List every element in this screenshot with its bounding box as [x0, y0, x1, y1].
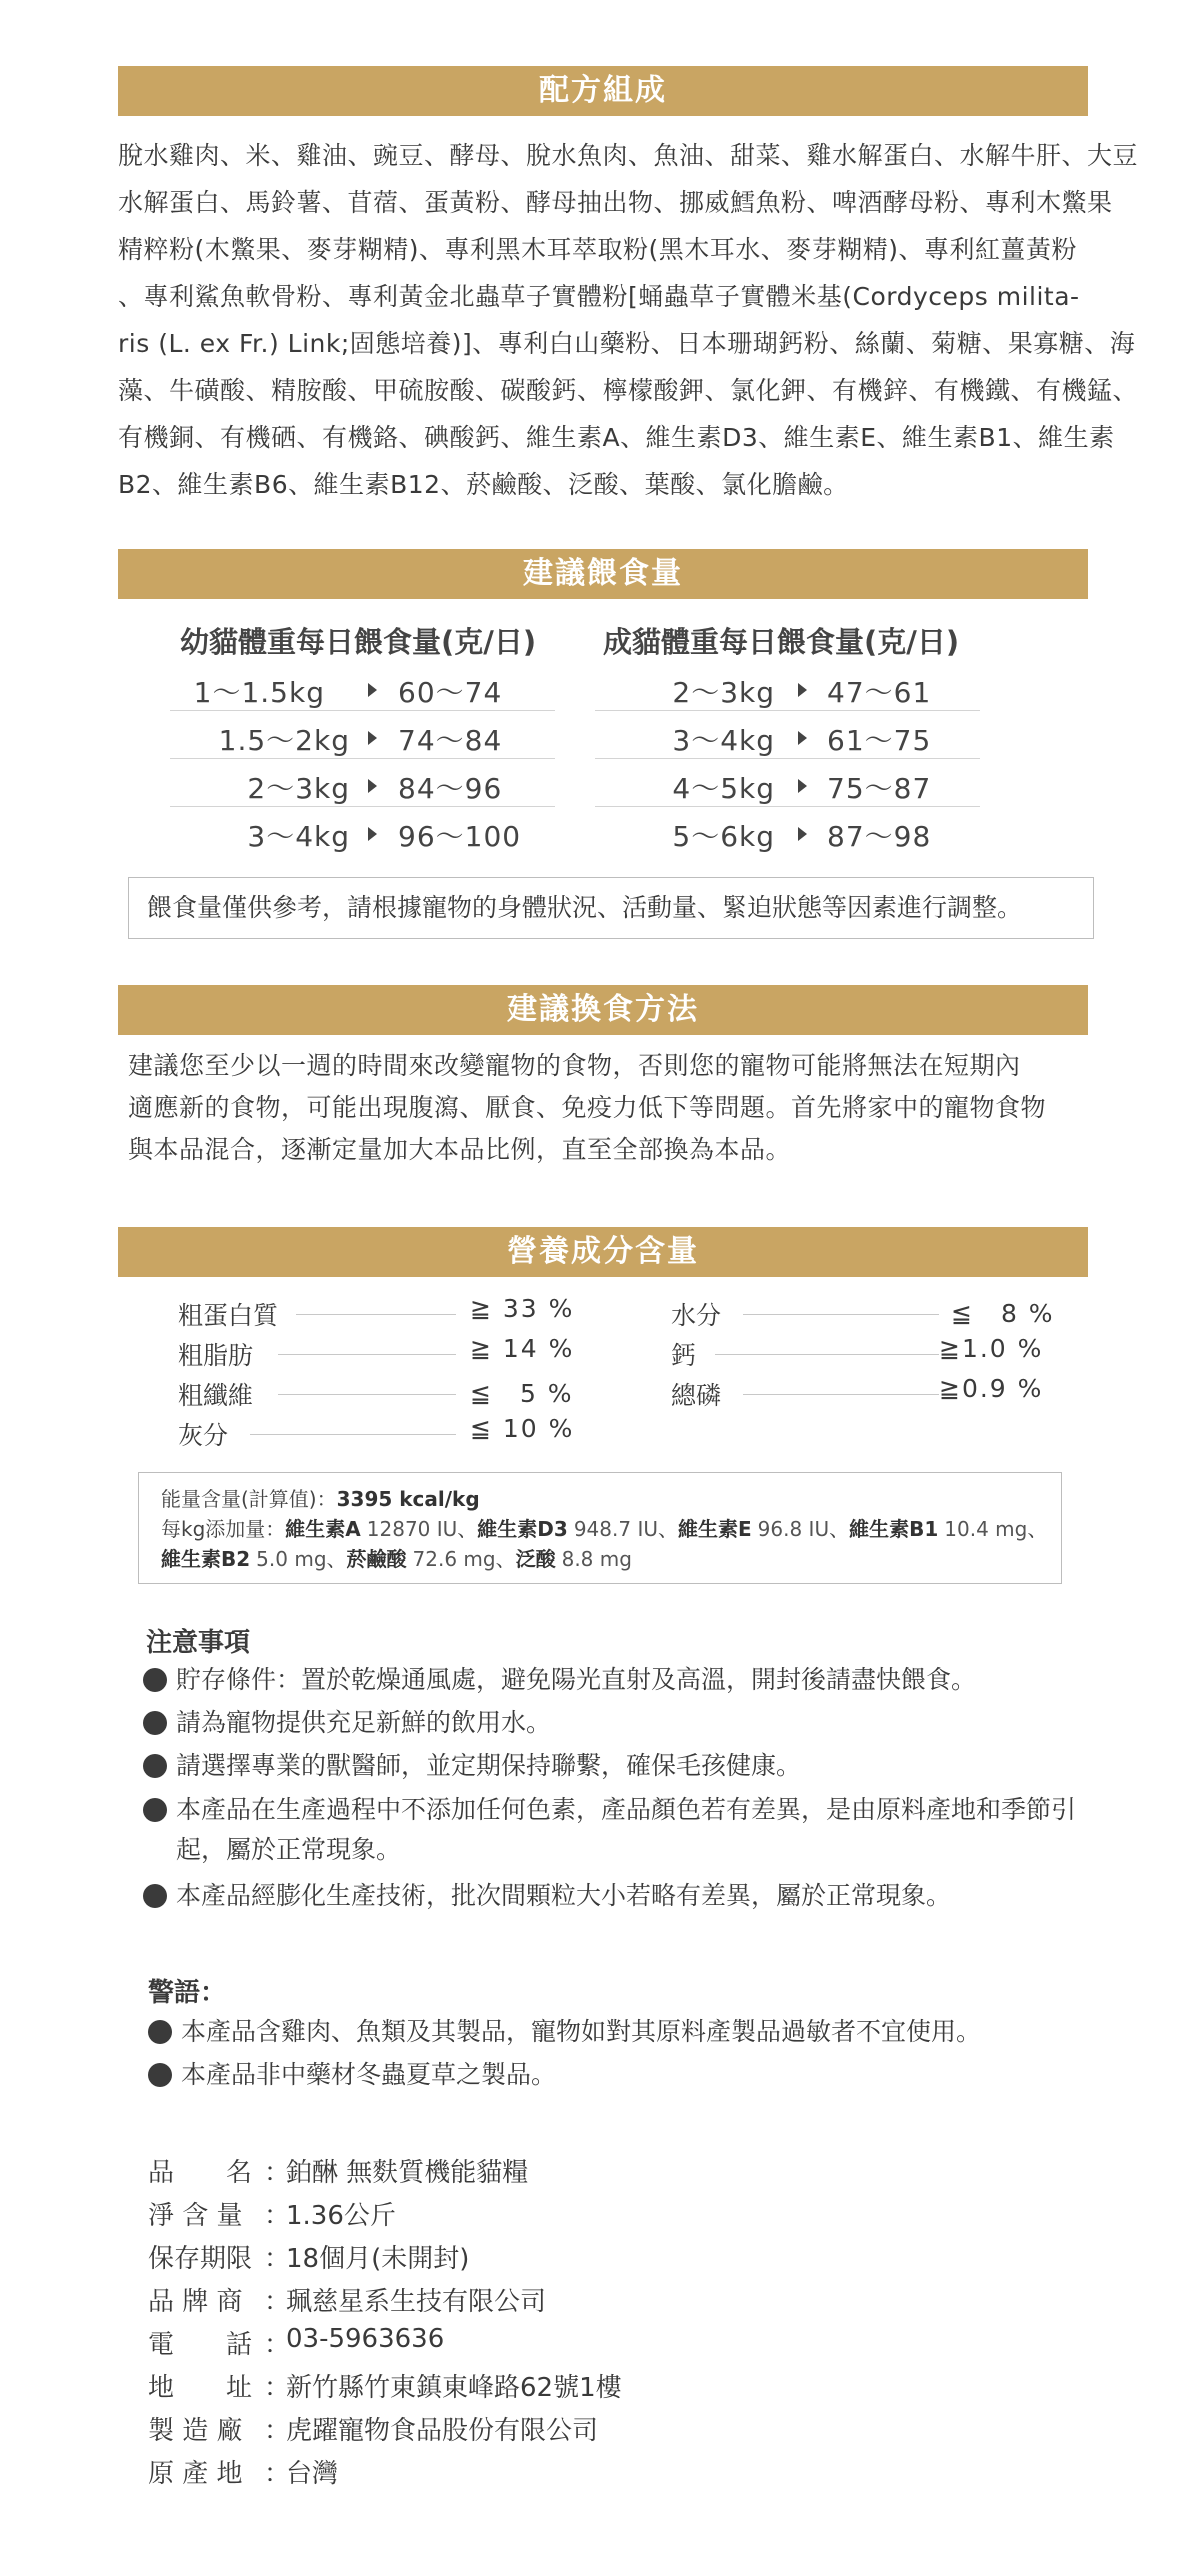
transition-line: 建議您至少以一週的時間來改變寵物的食物，否則您的寵物可能將無法在短期內 [128, 1051, 1021, 1080]
nutrient-label: 水分 [671, 1301, 722, 1330]
nutrient-value: ≦ 10 % [470, 1414, 575, 1443]
info-value: 鉑醂 無麩質機能貓糧 [286, 2158, 529, 2188]
nutrient-value: ≧1.0 % [939, 1334, 1044, 1363]
info-key: 淨 含 量 [148, 2201, 243, 2231]
weight-range: 3～4kg [247, 820, 350, 853]
info-key: 品 牌 商 [148, 2287, 243, 2317]
precautions-title: 注意事項 [146, 1628, 251, 1658]
transition-line: 與本品混合，逐漸定量加大本品比例，直至全部換為本品。 [128, 1135, 792, 1164]
bullet-icon [143, 1711, 167, 1735]
bullet-icon [148, 2063, 172, 2087]
separator: 、 [829, 1517, 850, 1541]
precaution-text: 本產品經膨化生產技術，批次間顆粒大小若略有差異，屬於正常現象。 [176, 1881, 952, 1910]
nutrient-row [671, 1290, 1071, 1330]
adult-feeding-row [595, 759, 980, 807]
nutrient-row [178, 1370, 578, 1410]
weight-range: 1.5～2kg [218, 724, 350, 757]
warning-text: 本產品非中藥材冬蟲夏草之製品。 [181, 2060, 557, 2089]
nutrient-row [671, 1370, 1071, 1410]
additives-line [161, 1513, 1047, 1542]
info-key: 品 名 [148, 2158, 253, 2188]
info-key: 原 產 地 [148, 2459, 243, 2489]
feeding-note: 餵食量僅供參考，請根據寵物的身體狀況、活動量、緊迫狀態等因素進行調整。 [147, 893, 1023, 922]
info-key: 保存期限 [148, 2244, 253, 2274]
info-value: 珮慈星系生技有限公司 [286, 2287, 547, 2317]
additives-line [161, 1543, 632, 1572]
precaution-text: 請選擇專業的獸醫師，並定期保持聯繫，確保毛孩健康。 [176, 1751, 802, 1780]
info-value: 03-5963636 [286, 2324, 445, 2354]
leader-line [743, 1394, 939, 1395]
info-value: 18個月(未開封) [286, 2244, 470, 2274]
vitamin-amount: 5.0 mg [256, 1547, 327, 1571]
adult-feeding-row [595, 807, 980, 854]
weight-range: 4～5kg [672, 772, 775, 805]
vitamin-amount: 96.8 IU [757, 1517, 830, 1541]
composition-line: ris (L. ex Fr.) Link;固態培養)]、專利白山藥粉、日本珊瑚鈣粉、絲蘭、菊糖、果寡糖、海 [118, 329, 1136, 358]
daily-amount: 96～100 [398, 820, 522, 853]
arrow-right-icon [798, 683, 807, 697]
leader-line [296, 1314, 456, 1315]
nutrient-label: 灰分 [178, 1421, 229, 1450]
daily-amount: 47～61 [827, 676, 932, 709]
warning-item [148, 2012, 1108, 2052]
nutrient-row [178, 1290, 578, 1330]
vitamin-name: 維生素B2 [161, 1547, 251, 1571]
composition-title-bar: 配方組成 [118, 66, 1088, 116]
daily-amount: 75～87 [827, 772, 932, 805]
arrow-right-icon [798, 827, 807, 841]
warning-text: 本產品含雞肉、魚類及其製品，寵物如對其原料產製品過敏者不宜使用。 [181, 2017, 982, 2046]
colon: ： [264, 2158, 291, 2188]
vitamin-name: 維生素D3 [477, 1517, 568, 1541]
arrow-right-icon [368, 779, 377, 793]
weight-range: 5～6kg [672, 820, 775, 853]
colon: ： [264, 2373, 291, 2403]
bullet-icon [148, 2020, 172, 2044]
leader-line [250, 1434, 456, 1435]
vitamin-amount: 72.6 mg [412, 1547, 496, 1571]
daily-amount: 60～74 [398, 676, 503, 709]
separator: 、 [1027, 1517, 1048, 1541]
warning-item [148, 2055, 1108, 2095]
separator: 、 [495, 1547, 516, 1571]
per-kg-label: 每kg添加量： [161, 1517, 286, 1541]
arrow-right-icon [798, 731, 807, 745]
precaution-text: 本產品在生產過程中不添加任何色素，產品顏色若有差異，是由原料產地和季節引起，屬於正常現象。 [176, 1795, 1077, 1864]
weight-range: 2～3kg [672, 676, 775, 709]
warnings-title: 警語： [148, 1978, 227, 2008]
nutrient-value: ≧ 14 % [470, 1334, 575, 1363]
nutrition-title-bar: 營養成分含量 [118, 1227, 1088, 1277]
colon: ： [264, 2201, 291, 2231]
separator: 、 [457, 1517, 478, 1541]
info-key: 電 話 [148, 2330, 253, 2360]
colon: ： [264, 2244, 291, 2274]
nutrient-label: 粗脂肪 [178, 1341, 254, 1370]
transition-line: 適應新的食物，可能出現腹瀉、厭食、免疫力低下等問題。首先將家中的寵物食物 [128, 1093, 1047, 1122]
nutrient-label: 鈣 [671, 1341, 697, 1370]
leader-line [278, 1394, 456, 1395]
kitten-feeding-row [170, 759, 555, 807]
energy-line [161, 1483, 480, 1512]
weight-range: 2～3kg [247, 772, 350, 805]
info-value: 台灣 [286, 2459, 339, 2489]
adult-feeding-header: 成貓體重每日餵食量(克/日) [603, 625, 960, 659]
arrow-right-icon [798, 779, 807, 793]
vitamin-name: 維生素A [285, 1517, 361, 1541]
info-key: 地 址 [148, 2373, 253, 2403]
precaution-item [143, 1790, 1103, 1870]
composition-line: 精粹粉(木鱉果、麥芽糊精)、專利黑木耳萃取粉(黑木耳水、麥芽糊精)、專利紅薑黃粉 [118, 235, 1078, 264]
feeding-title-bar: 建議餵食量 [118, 549, 1088, 599]
nutrient-value: ≧0.9 % [939, 1374, 1044, 1403]
nutrient-label: 粗蛋白質 [178, 1301, 279, 1330]
bullet-icon [143, 1798, 167, 1822]
composition-line: 有機銅、有機硒、有機鉻、碘酸鈣、維生素A、維生素D3、維生素E、維生素B1、維生素 [118, 423, 1115, 452]
kitten-feeding-row [170, 711, 555, 759]
feeding-note-box [128, 877, 1094, 939]
daily-amount: 84～96 [398, 772, 503, 805]
vitamin-name: 維生素B1 [849, 1517, 939, 1541]
vitamin-name: 泛酸 [515, 1547, 556, 1571]
precaution-item [143, 1746, 1103, 1786]
vitamin-name: 菸鹼酸 [346, 1547, 407, 1571]
vitamin-amount: 10.4 mg [944, 1517, 1028, 1541]
nutrient-row [178, 1410, 578, 1450]
nutrient-row [671, 1330, 1071, 1370]
precaution-item [143, 1660, 1103, 1700]
adult-feeding-row [595, 711, 980, 759]
colon: ： [264, 2459, 291, 2489]
nutrient-value: ≦ 5 % [470, 1379, 574, 1408]
composition-line: 水解蛋白、馬鈴薯、苜蓿、蛋黃粉、酵母抽出物、挪威鱈魚粉、啤酒酵母粉、專利木鱉果 [118, 188, 1113, 217]
info-key: 製 造 廠 [148, 2416, 243, 2446]
daily-amount: 61～75 [827, 724, 932, 757]
arrow-right-icon [368, 683, 377, 697]
vitamin-name: 維生素E [677, 1517, 752, 1541]
arrow-right-icon [368, 731, 377, 745]
adult-feeding-row [595, 663, 980, 711]
vitamin-amount: 948.7 IU [573, 1517, 658, 1541]
kitten-feeding-row [170, 807, 555, 854]
info-value: 1.36公斤 [286, 2201, 396, 2231]
precaution-text: 貯存條件：置於乾燥通風處，避免陽光直射及高溫，開封後請盡快餵食。 [176, 1665, 977, 1694]
composition-line: B2、維生素B6、維生素B12、菸鹼酸、泛酸、葉酸、氯化膽鹼。 [118, 470, 849, 499]
separator: 、 [326, 1547, 347, 1571]
energy-box [138, 1472, 1062, 1584]
nutrient-value: ≦ 8 % [951, 1299, 1055, 1328]
composition-line: 脫水雞肉、米、雞油、豌豆、酵母、脫水魚肉、魚油、甜菜、雞水解蛋白、水解牛肝、大豆 [118, 141, 1139, 170]
nutrient-label: 總磷 [671, 1381, 722, 1410]
arrow-right-icon [368, 827, 377, 841]
leader-line [743, 1314, 939, 1315]
weight-range: 3～4kg [672, 724, 775, 757]
daily-amount: 74～84 [398, 724, 503, 757]
leader-line [715, 1354, 939, 1355]
energy-value: 3395 kcal/kg [336, 1487, 480, 1511]
nutrient-label: 粗纖維 [178, 1381, 254, 1410]
precaution-item [143, 1876, 1103, 1916]
weight-range: 1～1.5kg [193, 676, 325, 709]
vitamin-amount: 12870 IU [366, 1517, 458, 1541]
leader-line [278, 1354, 456, 1355]
info-value: 新竹縣竹東鎮東峰路62號1樓 [286, 2373, 622, 2403]
kitten-feeding-header: 幼貓體重每日餵食量(克/日) [180, 625, 537, 659]
precaution-item [143, 1703, 1103, 1743]
precaution-text: 請為寵物提供充足新鮮的飲用水。 [176, 1708, 552, 1737]
transition-title-bar: 建議換食方法 [118, 985, 1088, 1035]
bullet-icon [143, 1754, 167, 1778]
energy-label: 能量含量(計算值)： [161, 1487, 337, 1511]
nutrient-row [178, 1330, 578, 1370]
separator: 、 [657, 1517, 678, 1541]
colon: ： [264, 2287, 291, 2317]
composition-line: 藻、牛磺酸、精胺酸、甲硫胺酸、碳酸鈣、檸檬酸鉀、氯化鉀、有機鋅、有機鐵、有機錳、 [118, 376, 1139, 405]
colon: ： [264, 2330, 291, 2360]
bullet-icon [143, 1884, 167, 1908]
nutrient-value: ≧ 33 % [470, 1294, 575, 1323]
colon: ： [264, 2416, 291, 2446]
vitamin-amount: 8.8 mg [561, 1547, 632, 1571]
bullet-icon [143, 1668, 167, 1692]
composition-line: 、專利鯊魚軟骨粉、專利黃金北蟲草子實體粉[蛹蟲草子實體米基(Cordyceps milita- [118, 282, 1080, 311]
kitten-feeding-row [170, 663, 555, 711]
daily-amount: 87～98 [827, 820, 932, 853]
info-value: 虎躍寵物食品股份有限公司 [286, 2416, 599, 2446]
